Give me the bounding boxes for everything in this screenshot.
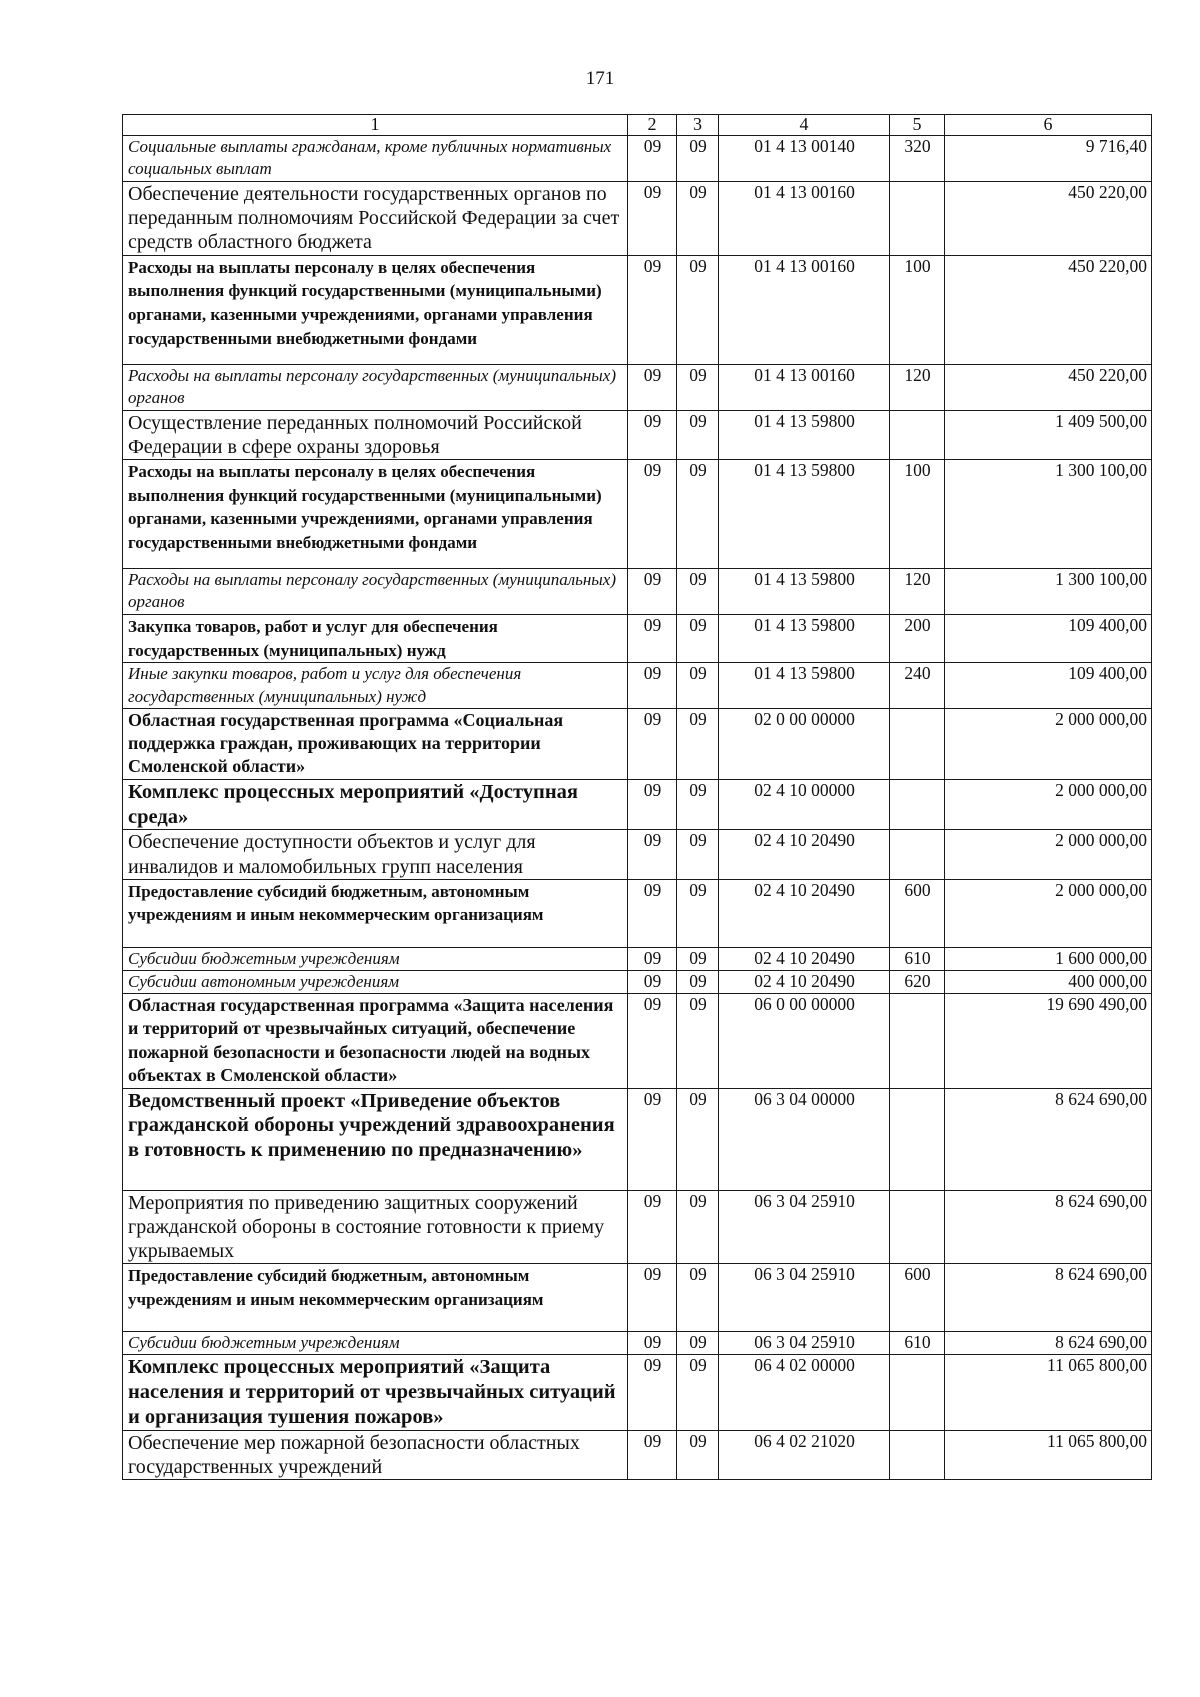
row-subsection-cell: 09 (677, 830, 719, 879)
row-target-article-cell: 06 3 04 25910 (719, 1264, 890, 1332)
row-section-cell: 09 (628, 364, 677, 410)
table-row (123, 663, 1152, 708)
table-row (123, 970, 1152, 993)
row-target-article-cell: 01 4 13 59800 (719, 615, 890, 663)
row-amount-cell: 11 065 800,00 (945, 1355, 1152, 1430)
table-row (123, 1430, 1152, 1479)
header-row (123, 115, 1152, 136)
row-name-cell: Расходы на выплаты персоналу в целях обеспечения выполнения функций государственными (муниципальными) органами, казенными учреждениями, органами управления государственными внебюджетными фондами (123, 460, 628, 569)
row-section-cell: 09 (628, 970, 677, 993)
row-subsection-cell: 09 (677, 708, 719, 779)
row-amount-cell: 1 409 500,00 (945, 410, 1152, 459)
table-row (123, 255, 1152, 364)
row-section-cell: 09 (628, 993, 677, 1088)
row-amount-cell: 2 000 000,00 (945, 830, 1152, 879)
row-name-cell: Субсидии бюджетным учреждениям (123, 947, 628, 970)
row-target-article-cell: 01 4 13 59800 (719, 569, 890, 615)
row-amount-cell: 8 624 690,00 (945, 1190, 1152, 1264)
header-cell-name: 1 (123, 115, 628, 136)
row-section-cell: 09 (628, 181, 677, 255)
header-cell-expense-type: 5 (890, 115, 945, 136)
row-subsection-cell: 09 (677, 181, 719, 255)
row-subsection-cell: 09 (677, 135, 719, 181)
row-target-article-cell: 01 4 13 59800 (719, 460, 890, 569)
page-number: 171 (585, 68, 615, 89)
row-amount-cell: 8 624 690,00 (945, 1088, 1152, 1190)
row-expense-type-cell: 610 (890, 947, 945, 970)
row-expense-type-cell (890, 779, 945, 830)
row-expense-type-cell (890, 1088, 945, 1190)
row-section-cell: 09 (628, 1430, 677, 1479)
row-subsection-cell: 09 (677, 879, 719, 947)
row-target-article-cell: 06 4 02 21020 (719, 1430, 890, 1479)
row-subsection-cell: 09 (677, 1355, 719, 1430)
row-name-cell: Иные закупки товаров, работ и услуг для обеспечения государственных (муниципальных) нужд (123, 663, 628, 708)
row-expense-type-cell (890, 708, 945, 779)
row-target-article-cell: 01 4 13 00160 (719, 255, 890, 364)
table-row (123, 993, 1152, 1088)
row-target-article-cell: 01 4 13 00160 (719, 181, 890, 255)
row-section-cell: 09 (628, 1190, 677, 1264)
row-subsection-cell: 09 (677, 410, 719, 459)
row-expense-type-cell (890, 1190, 945, 1264)
row-name-cell: Расходы на выплаты персоналу государственных (муниципальных) органов (123, 569, 628, 615)
row-section-cell: 09 (628, 779, 677, 830)
row-name-cell: Областная государственная программа «Защита населения и территорий от чрезвычайных ситуаций, обеспечение пожарной безопасности и безопасности людей на водных объектах в Смоленской области» (123, 993, 628, 1088)
table-row (123, 569, 1152, 615)
row-amount-cell: 1 600 000,00 (945, 947, 1152, 970)
row-amount-cell: 450 220,00 (945, 255, 1152, 364)
row-expense-type-cell: 240 (890, 663, 945, 708)
row-amount-cell: 1 300 100,00 (945, 569, 1152, 615)
row-target-article-cell: 01 4 13 00140 (719, 135, 890, 181)
row-subsection-cell: 09 (677, 1088, 719, 1190)
row-name-cell: Предоставление субсидий бюджетным, автономным учреждениям и иным некоммерческим организациям (123, 1264, 628, 1332)
row-amount-cell: 450 220,00 (945, 364, 1152, 410)
table-row (123, 879, 1152, 947)
row-expense-type-cell: 320 (890, 135, 945, 181)
row-target-article-cell: 01 4 13 00160 (719, 364, 890, 410)
row-name-cell: Субсидии бюджетным учреждениям (123, 1332, 628, 1355)
row-amount-cell: 11 065 800,00 (945, 1430, 1152, 1479)
row-expense-type-cell: 600 (890, 1264, 945, 1332)
row-expense-type-cell: 100 (890, 460, 945, 569)
row-amount-cell: 109 400,00 (945, 663, 1152, 708)
row-name-cell: Обеспечение доступности объектов и услуг для инвалидов и маломобильных групп населения (123, 830, 628, 879)
row-target-article-cell: 01 4 13 59800 (719, 663, 890, 708)
row-name-cell: Комплекс процессных мероприятий «Защита населения и территорий от чрезвычайных ситуаций и организация тушения пожаров» (123, 1355, 628, 1430)
row-subsection-cell: 09 (677, 569, 719, 615)
row-subsection-cell: 09 (677, 947, 719, 970)
row-amount-cell: 400 000,00 (945, 970, 1152, 993)
row-expense-type-cell: 610 (890, 1332, 945, 1355)
row-amount-cell: 2 000 000,00 (945, 708, 1152, 779)
row-section-cell: 09 (628, 830, 677, 879)
table-row (123, 181, 1152, 255)
row-subsection-cell: 09 (677, 255, 719, 364)
row-section-cell: 09 (628, 569, 677, 615)
row-name-cell: Обеспечение мер пожарной безопасности областных государственных учреждений (123, 1430, 628, 1479)
row-target-article-cell: 06 3 04 00000 (719, 1088, 890, 1190)
row-expense-type-cell: 120 (890, 569, 945, 615)
row-amount-cell: 2 000 000,00 (945, 779, 1152, 830)
table-row (123, 410, 1152, 459)
row-subsection-cell: 09 (677, 460, 719, 569)
row-name-cell: Социальные выплаты гражданам, кроме публичных нормативных социальных выплат (123, 135, 628, 181)
row-expense-type-cell (890, 830, 945, 879)
row-section-cell: 09 (628, 135, 677, 181)
table-row (123, 779, 1152, 830)
row-name-cell: Субсидии автономным учреждениям (123, 970, 628, 993)
row-name-cell: Предоставление субсидий бюджетным, автономным учреждениям и иным некоммерческим организациям (123, 879, 628, 947)
table-row (123, 708, 1152, 779)
table-row (123, 460, 1152, 569)
row-target-article-cell: 01 4 13 59800 (719, 410, 890, 459)
row-target-article-cell: 06 3 04 25910 (719, 1332, 890, 1355)
row-target-article-cell: 02 4 10 00000 (719, 779, 890, 830)
table-row (123, 1332, 1152, 1355)
row-subsection-cell: 09 (677, 663, 719, 708)
header-cell-section: 2 (628, 115, 677, 136)
row-amount-cell: 19 690 490,00 (945, 993, 1152, 1088)
row-section-cell: 09 (628, 1332, 677, 1355)
row-section-cell: 09 (628, 663, 677, 708)
row-subsection-cell: 09 (677, 1332, 719, 1355)
row-section-cell: 09 (628, 1355, 677, 1430)
row-section-cell: 09 (628, 460, 677, 569)
table-row (123, 1355, 1152, 1430)
row-target-article-cell: 02 4 10 20490 (719, 970, 890, 993)
row-target-article-cell: 02 4 10 20490 (719, 830, 890, 879)
row-section-cell: 09 (628, 615, 677, 663)
row-section-cell: 09 (628, 255, 677, 364)
row-amount-cell: 109 400,00 (945, 615, 1152, 663)
row-expense-type-cell: 100 (890, 255, 945, 364)
row-target-article-cell: 06 3 04 25910 (719, 1190, 890, 1264)
row-section-cell: 09 (628, 1088, 677, 1190)
row-amount-cell: 1 300 100,00 (945, 460, 1152, 569)
row-expense-type-cell: 120 (890, 364, 945, 410)
row-target-article-cell: 02 4 10 20490 (719, 879, 890, 947)
row-amount-cell: 2 000 000,00 (945, 879, 1152, 947)
row-amount-cell: 8 624 690,00 (945, 1264, 1152, 1332)
header-cell-target-article: 4 (719, 115, 890, 136)
row-expense-type-cell (890, 1430, 945, 1479)
row-subsection-cell: 09 (677, 1190, 719, 1264)
row-expense-type-cell (890, 181, 945, 255)
row-subsection-cell: 09 (677, 615, 719, 663)
row-amount-cell: 8 624 690,00 (945, 1332, 1152, 1355)
row-section-cell: 09 (628, 879, 677, 947)
header-cell-subsection: 3 (677, 115, 719, 136)
table-row (123, 1264, 1152, 1332)
row-subsection-cell: 09 (677, 1264, 719, 1332)
row-section-cell: 09 (628, 947, 677, 970)
budget-table (122, 114, 1152, 1480)
row-subsection-cell: 09 (677, 364, 719, 410)
row-name-cell: Комплекс процессных мероприятий «Доступная среда» (123, 779, 628, 830)
row-name-cell: Закупка товаров, работ и услуг для обеспечения государственных (муниципальных) нужд (123, 615, 628, 663)
table-row (123, 947, 1152, 970)
table-row (123, 830, 1152, 879)
row-section-cell: 09 (628, 1264, 677, 1332)
row-expense-type-cell: 600 (890, 879, 945, 947)
row-target-article-cell: 02 4 10 20490 (719, 947, 890, 970)
row-name-cell: Ведомственный проект «Приведение объектов гражданской обороны учреждений здравоохранения в готовность к применению по предназначению» (123, 1088, 628, 1190)
row-subsection-cell: 09 (677, 993, 719, 1088)
table-body (123, 135, 1152, 1479)
table-row (123, 615, 1152, 663)
row-expense-type-cell (890, 993, 945, 1088)
table-row (123, 1088, 1152, 1190)
row-name-cell: Осуществление переданных полномочий Российской Федерации в сфере охраны здоровья (123, 410, 628, 459)
table-row (123, 1190, 1152, 1264)
row-expense-type-cell (890, 1355, 945, 1430)
row-amount-cell: 9 716,40 (945, 135, 1152, 181)
row-section-cell: 09 (628, 410, 677, 459)
row-target-article-cell: 06 4 02 00000 (719, 1355, 890, 1430)
row-name-cell: Мероприятия по приведению защитных сооружений гражданской обороны в состояние готовности к приему укрываемых (123, 1190, 628, 1264)
row-name-cell: Обеспечение деятельности государственных органов по переданным полномочиям Российской Федерации за счет средств областного бюджета (123, 181, 628, 255)
table-row (123, 135, 1152, 181)
row-amount-cell: 450 220,00 (945, 181, 1152, 255)
row-subsection-cell: 09 (677, 970, 719, 993)
row-subsection-cell: 09 (677, 779, 719, 830)
row-name-cell: Расходы на выплаты персоналу в целях обеспечения выполнения функций государственными (муниципальными) органами, казенными учреждениями, органами управления государственными внебюджетными фондами (123, 255, 628, 364)
row-expense-type-cell: 620 (890, 970, 945, 993)
table-row (123, 364, 1152, 410)
row-name-cell: Областная государственная программа «Социальная поддержка граждан, проживающих на территории Смоленской области» (123, 708, 628, 779)
row-target-article-cell: 06 0 00 00000 (719, 993, 890, 1088)
row-subsection-cell: 09 (677, 1430, 719, 1479)
row-target-article-cell: 02 0 00 00000 (719, 708, 890, 779)
row-section-cell: 09 (628, 708, 677, 779)
header-cell-amount: 6 (945, 115, 1152, 136)
row-name-cell: Расходы на выплаты персоналу государственных (муниципальных) органов (123, 364, 628, 410)
row-expense-type-cell (890, 410, 945, 459)
row-expense-type-cell: 200 (890, 615, 945, 663)
